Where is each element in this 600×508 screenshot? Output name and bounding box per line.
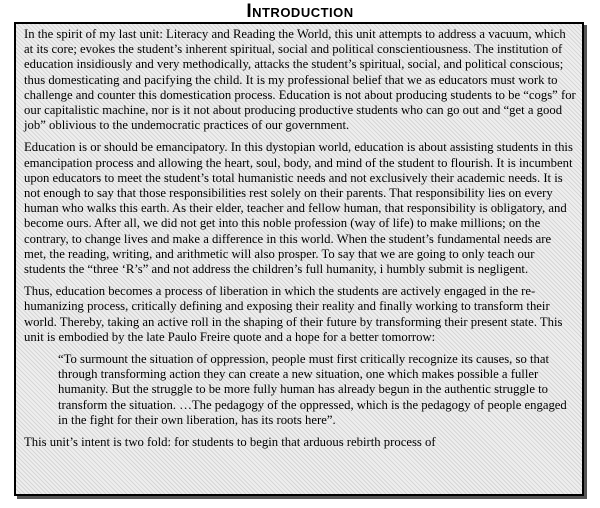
page-title: Introduction [246,1,354,22]
introduction-text [24,27,576,450]
paragraph-1: In the spirit of my last unit: Literacy and Reading the World, this unit attempts to address a vacuum, which at its core; evokes the student’s inherent spiritual, social and political conscientiousness. The institution of education insidiously and very methodically, attacks the student’s spiritual, social, and political conscious; thus domesticating and pacifying the child. It is my professional belief that we as educators must work to challenge and counter this domestication process. Education is not about producing students to be “cogs” for our capitalistic machine, nor is it not about producing productive students who can go out and “get a good job” oblivious to the undemocratic practices of our government. [24,27,576,133]
closing-paragraph: This unit’s intent is two fold: for students to begin that arduous rebirth process of [24,435,436,450]
paragraph-2: Education is or should be emancipatory. In this dystopian world, education is about assisting students in this emancipation process and allowing the heart, soul, body, and mind of the student to flourish. It is incumbent upon educators to meet the student’s total humanistic needs and not exclusively their academic needs. It is not enough to say that those responsibilities rest solely on their parents. That responsibility lies on every human who walks this earth. As their elder, teacher and fellow human, that responsibility is obligatory, and become ours. After all, we did not get into this noble profession (way of life) to make millions; on the contrary, to change lives and make a difference in this world. When the student’s fundamental needs are met, the reading, writing, and arithmetic will also prosper. To say that we are going to only teach our students the “three ‘R’s” and not address the children’s full humanity, i humbly submit is negligent. [24,140,573,277]
freire-quote: “To surmount the situation of oppression, people must first critically recognize its causes, so that through transforming action they can create a new situation, one which makes possible a fuller humanity. But the struggle to be more fully human has already begun in the authentic struggle to transform the situation. …The pedagogy of the oppressed, which is the pedagogy of people engaged in the fight for their own liberation, has its roots here”. [58,352,567,427]
introduction-box [14,22,584,496]
paragraph-3: Thus, education becomes a process of liberation in which the students are actively engaged in the re-humanizing process, critically defining and exposing their reality and finally working to transform their world. Thereby, taking an active roll in the shaping of their future by transforming their present state. This unit is embodied by the late Paulo Freire quote and a hope for a better tomorrow: [24,284,563,344]
